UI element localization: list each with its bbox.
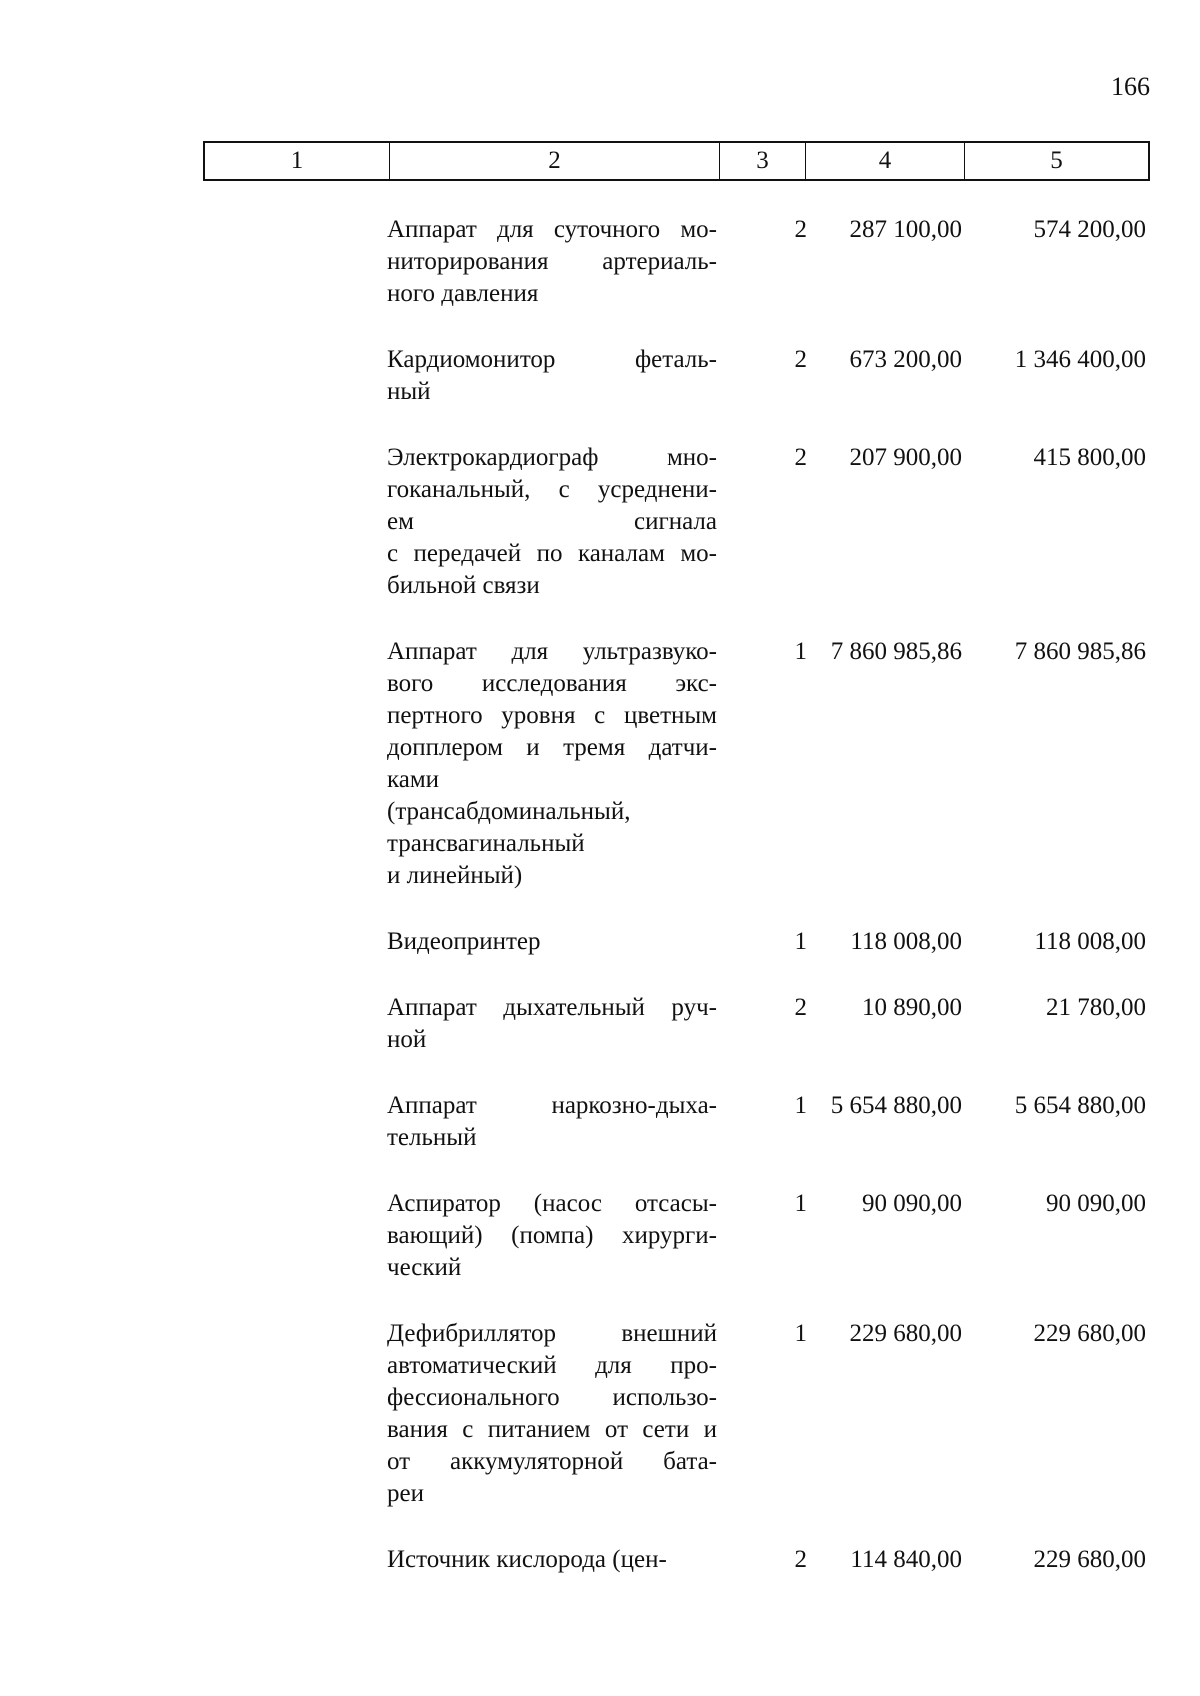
total-cost-cell: 90 090,00 <box>1046 1190 1146 1217</box>
column-number-2: 2 <box>390 143 720 179</box>
total-cost-cell: 118 008,00 <box>1034 928 1146 955</box>
equipment-name-line: Видеопринтер <box>387 928 541 955</box>
equipment-name <box>387 992 717 1056</box>
unit-price-cell: 5 654 880,00 <box>830 1092 962 1119</box>
table-row <box>0 442 1200 602</box>
equipment-name-line: ческий <box>387 1254 462 1281</box>
column-number-3: 3 <box>720 143 806 179</box>
unit-price-cell: 90 090,00 <box>862 1190 962 1217</box>
quantity-cell: 2 <box>794 444 807 471</box>
unit-price-cell: 207 900,00 <box>849 444 962 471</box>
equipment-name-line: автоматический для про- <box>387 1352 717 1379</box>
total-cost-cell: 7 860 985,86 <box>1014 638 1146 665</box>
equipment-name-line: Электрокардиограф мно- <box>387 444 717 471</box>
equipment-name-line: пертного уровня с цветным <box>387 702 717 729</box>
total-cost-cell: 415 800,00 <box>1033 444 1146 471</box>
equipment-name-line: фессионального использо- <box>387 1384 717 1411</box>
unit-price-cell: 10 890,00 <box>862 994 962 1021</box>
column-number-4: 4 <box>806 143 965 179</box>
total-cost-cell: 229 680,00 <box>1033 1320 1146 1347</box>
page-number: 166 <box>1111 72 1150 101</box>
equipment-name <box>387 1188 717 1284</box>
equipment-name-line: Кардиомонитор феталь- <box>387 346 717 373</box>
quantity-cell: 1 <box>794 928 807 955</box>
column-number-5: 5 <box>1050 147 1063 174</box>
column-number-1: 1 <box>205 143 390 179</box>
equipment-name-line: ного давления <box>387 280 539 307</box>
table-row <box>0 1188 1200 1284</box>
equipment-name-line: ниторирования артериаль- <box>387 248 717 275</box>
equipment-name-line: Дефибриллятор внешний <box>387 1320 717 1347</box>
equipment-name-line: Аппарат для суточного мо- <box>387 216 717 243</box>
total-cost-cell: 229 680,00 <box>1033 1546 1146 1573</box>
table-row <box>0 214 1200 310</box>
quantity-cell: 1 <box>794 638 807 665</box>
equipment-name-line: ной <box>387 1026 427 1053</box>
equipment-table-body <box>0 214 1200 1610</box>
column-number-header <box>203 141 1150 181</box>
equipment-name <box>387 344 717 408</box>
equipment-name <box>387 442 717 602</box>
equipment-name <box>387 926 717 958</box>
unit-price-cell: 118 008,00 <box>850 928 962 955</box>
equipment-name <box>387 1090 717 1154</box>
equipment-name-line: Источник кислорода (цен- <box>387 1546 667 1573</box>
equipment-name-line: гоканальный, с усреднени- <box>387 476 717 503</box>
total-cost-cell: 21 780,00 <box>1046 994 1146 1021</box>
unit-price-cell: 287 100,00 <box>849 216 962 243</box>
equipment-name-line: вого исследования экс- <box>387 670 717 697</box>
equipment-name-line: Аппарат дыхательный руч- <box>387 994 717 1021</box>
total-cost-cell: 1 346 400,00 <box>1014 346 1146 373</box>
equipment-name <box>387 636 717 892</box>
equipment-name <box>387 1544 717 1576</box>
quantity-cell: 2 <box>794 994 807 1021</box>
quantity-cell: 1 <box>794 1092 807 1119</box>
unit-price-cell: 229 680,00 <box>849 1320 962 1347</box>
equipment-name-line: (трансабдоминальный, <box>387 798 631 825</box>
quantity-cell: 2 <box>794 1546 807 1573</box>
equipment-name-line: с передачей по каналам мо- <box>387 540 717 567</box>
unit-price-cell: 7 860 985,86 <box>830 638 962 665</box>
equipment-name-line: Аппарат наркозно-дыха- <box>387 1092 717 1119</box>
total-cost-cell: 5 654 880,00 <box>1014 1092 1146 1119</box>
table-row <box>0 992 1200 1056</box>
quantity-cell: 1 <box>794 1190 807 1217</box>
equipment-name-line: ем сигнала <box>387 508 717 535</box>
equipment-name-line: Аппарат для ультразвуко- <box>387 638 717 665</box>
table-row <box>0 344 1200 408</box>
total-cost-cell: 574 200,00 <box>1033 216 1146 243</box>
table-row <box>0 636 1200 892</box>
equipment-name <box>387 214 717 310</box>
equipment-name <box>387 1318 717 1510</box>
quantity-cell: 1 <box>794 1320 807 1347</box>
equipment-name-line: Аспиратор (насос отсасы- <box>387 1190 717 1217</box>
quantity-cell: 2 <box>794 346 807 373</box>
table-row <box>0 1090 1200 1154</box>
equipment-name-line: и линейный) <box>387 862 523 889</box>
unit-price-cell: 673 200,00 <box>849 346 962 373</box>
table-row <box>0 1318 1200 1510</box>
equipment-name-line: вающий) (помпа) хирурги- <box>387 1222 717 1249</box>
equipment-name-line: бильной связи <box>387 572 540 599</box>
equipment-name-line: трансвагинальный <box>387 830 585 857</box>
equipment-name-line: ками <box>387 766 440 793</box>
quantity-cell: 2 <box>794 216 807 243</box>
table-row <box>0 1544 1200 1576</box>
equipment-name-line: реи <box>387 1480 424 1507</box>
table-row <box>0 926 1200 958</box>
equipment-name-line: допплером и тремя датчи- <box>387 734 717 761</box>
unit-price-cell: 114 840,00 <box>850 1546 962 1573</box>
equipment-name-line: от аккумуляторной бата- <box>387 1448 717 1475</box>
equipment-name-line: вания с питанием от сети и <box>387 1416 717 1443</box>
equipment-name-line: тельный <box>387 1124 477 1151</box>
equipment-name-line: ный <box>387 378 431 405</box>
